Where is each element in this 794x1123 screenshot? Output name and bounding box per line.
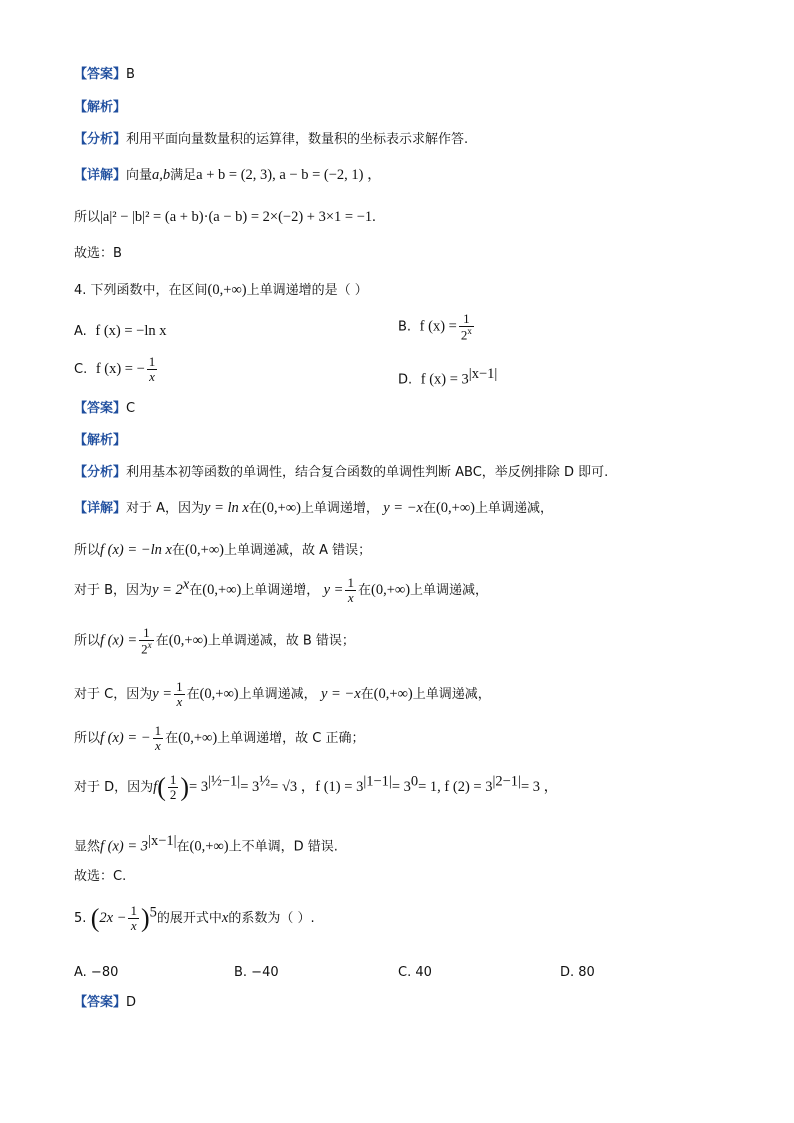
- q3-choice: 故选：B: [74, 246, 122, 261]
- fraction: $\frac{1}{2}$: [169, 772, 177, 802]
- q4-detail-line-5: 对于 C，因为y = $\frac{1}{x}$ 在(0,+∞)上单调递减， y = −x在(0,+∞)上单调递减，: [74, 679, 491, 709]
- analysis-label: 【解析】: [74, 433, 127, 448]
- q4-detail-line-1: 【详解】对于 A，因为y = ln x在(0,+∞)上单调递增， y = −x在(0,+∞)上单调递减，: [74, 500, 554, 516]
- q3-so-math: |a|² − |b|² = (a + b)·(a − b) = 2×(−2) + 3×1 = −1.: [100, 209, 376, 225]
- q4-answer: C: [126, 401, 136, 416]
- q3-answer: B: [126, 67, 135, 82]
- option-expr: f (x) = −: [95, 360, 145, 377]
- option-expr: f (x) =: [419, 318, 457, 335]
- answer-label: 【答案】: [74, 995, 127, 1010]
- q5-answer-line: [74, 996, 136, 1010]
- fraction: $\frac{1}{2^x}$: [460, 311, 472, 342]
- q4-stem-pre: 4. 下列函数中，在区间: [74, 283, 208, 298]
- option-label: B.: [398, 319, 412, 335]
- q4-stem-interval: (0,+∞): [207, 282, 247, 298]
- q3-choice-line: [74, 247, 122, 261]
- q4-fenxi-line: [74, 466, 608, 480]
- q4-option-b: [398, 312, 476, 342]
- fraction: $\frac{1}{2^x}$: [141, 625, 152, 656]
- q3-detail-math: a + b = (2, 3), a − b = (−2, 1) ，: [196, 167, 382, 183]
- q3-detail-pre: 向量: [126, 168, 153, 183]
- detail-label: 【详解】: [74, 501, 127, 516]
- fraction: $\frac{1}{x}$: [148, 354, 156, 384]
- q5-answer: D: [126, 995, 137, 1010]
- q3-answer-line: [74, 68, 135, 82]
- q4-choice: 故选：C.: [74, 869, 127, 884]
- answer-label: 【答案】: [74, 67, 127, 82]
- q3-detail-mid: 满足: [170, 168, 197, 183]
- q3-fenxi: 利用平面向量数量积的运算律，数量积的坐标表示求解作答.: [126, 132, 469, 147]
- q4-fenxi: 利用基本初等函数的单调性，结合复合函数的单调性判断 ABC，举反例排除 D 即可.: [126, 465, 609, 480]
- q3-analysis-line: [74, 101, 126, 115]
- q3-so-pre: 所以: [74, 210, 101, 225]
- q5-option-a: A. −80: [74, 965, 119, 980]
- q4-stem: [74, 283, 368, 298]
- option-label: C.: [74, 361, 88, 377]
- option-expr: f (x) = 3: [420, 371, 469, 388]
- q4-option-d: D. f $(x) = 3^{|x-1|}$: [398, 366, 498, 388]
- q5-option-b: B. −40: [234, 965, 279, 980]
- q5-option-c: C. 40: [398, 965, 432, 980]
- option-expr: f (x) = −ln x: [95, 323, 167, 339]
- q4-option-a: [74, 323, 167, 340]
- q3-detail-line: [74, 168, 382, 183]
- q4-detail-line-8: 显然f $(x) = 3^{|x-1|}$在(0,+∞)上不单调，D 错误.: [74, 833, 338, 855]
- q4-detail-line-7: 对于 D，因为f( $\frac{1}{2}$ )= $3^{|\frac{1}{2}-1|}= 3^{\frac{1}{2}}= √3$ ，f $(1) = 3^{|1-1|}= 3^0= 1$, f $(2) = 3^{|2-1|}= 3$ ，: [74, 772, 559, 802]
- fraction: $\frac{1}{x}$: [176, 679, 183, 709]
- vectors-ab: a,b: [152, 167, 171, 183]
- q4-stem-post: 上单调递增的是（ ）: [246, 283, 368, 298]
- q5-option-d: D. 80: [560, 965, 595, 980]
- fraction: $\frac{1}{x}$: [154, 723, 162, 753]
- q3-so-line: [74, 210, 376, 225]
- analysis-label: 【解析】: [74, 100, 127, 115]
- q4-choice-line: [74, 870, 126, 884]
- option-label: D.: [398, 372, 413, 388]
- q4-detail-line-2: 所以f (x) = −ln x在(0,+∞)上单调递减，故 A 错误；: [74, 542, 372, 558]
- q4-detail-line-6: 所以f (x) = − $\frac{1}{x}$ 在(0,+∞)上单调递增，故 C 正确；: [74, 723, 365, 753]
- q4-detail-line-3: 对于 B，因为$y = 2^x$在(0,+∞)上单调递增， y = $\frac{1}{x}$ 在(0,+∞)上单调递减，: [74, 575, 489, 605]
- q4-detail-line-4: 所以f (x) = $\frac{1}{2^x}$ 在(0,+∞)上单调递减，故 B 错误；: [74, 625, 355, 656]
- fraction: $\frac{1}{x}$: [347, 575, 354, 605]
- q3-fenxi-line: [74, 133, 468, 147]
- fenxi-label: 【分析】: [74, 465, 127, 480]
- option-label: A.: [74, 324, 87, 339]
- q4-answer-line: [74, 402, 135, 416]
- q5-stem: 5. (2x − $\frac{1}{x}$ )$^5$的展开式中x的系数为（ ）.: [74, 903, 315, 933]
- fenxi-label: 【分析】: [74, 132, 127, 147]
- detail-label: 【详解】: [74, 168, 127, 183]
- q4-option-c: [74, 355, 159, 384]
- fraction: $\frac{1}{x}$: [130, 903, 137, 933]
- q4-analysis-line: [74, 434, 126, 448]
- answer-label: 【答案】: [74, 401, 127, 416]
